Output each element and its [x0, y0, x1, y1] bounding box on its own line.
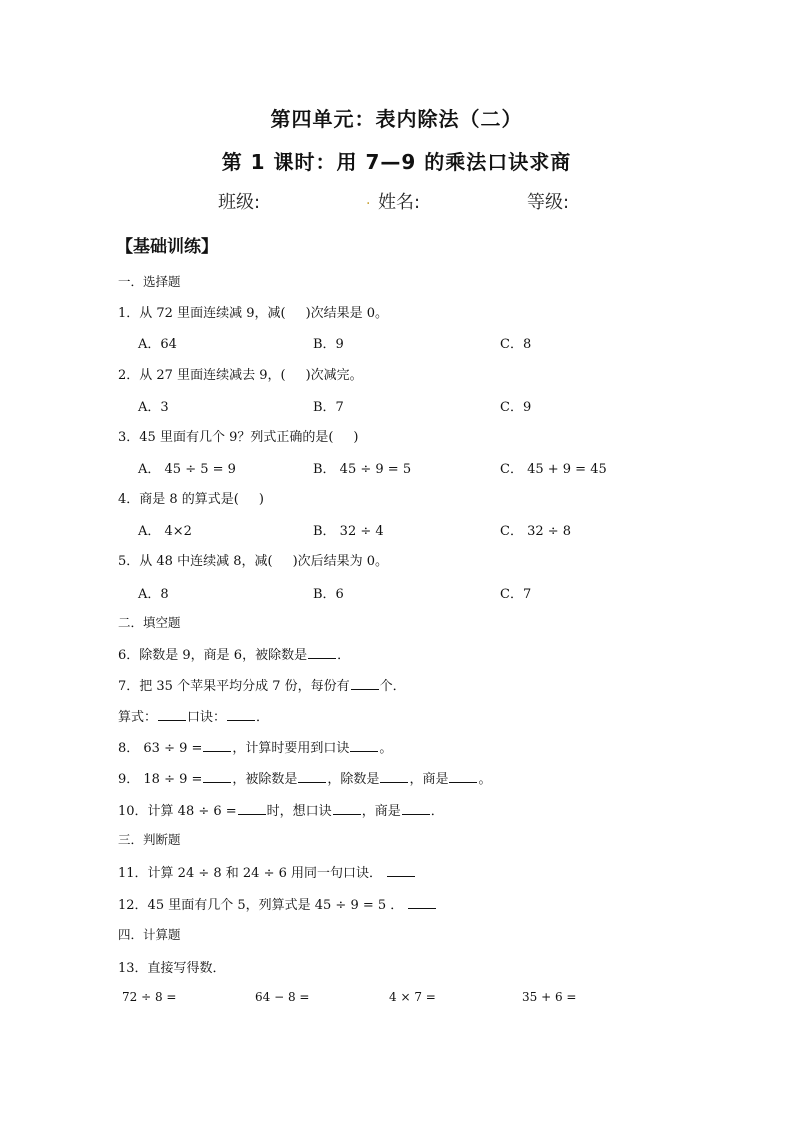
answer-blank[interactable] [227, 708, 255, 721]
question-text: )次减完。 [305, 368, 363, 383]
question-12 [118, 894, 437, 913]
question-text: 5．从 48 中连续减 8，减( [118, 554, 273, 569]
q2-option-c: C．9 [500, 400, 532, 415]
question-text: 。 [379, 741, 393, 756]
question-text: ，商是 [361, 804, 401, 819]
question-text: 12．45 里面有几个 5，列算式是 45 ÷ 9 = 5 ． [118, 898, 404, 913]
question-8 [118, 737, 392, 756]
question-text: ，计算时要用到口诀 [232, 741, 350, 756]
answer-blank[interactable] [408, 896, 436, 909]
grade-label: 等级: [527, 192, 570, 213]
part-heading-choice: 一．选择题 [118, 274, 181, 289]
question-text: 6．除数是 9，商是 6，被除数是 [118, 648, 308, 663]
question-1 [118, 302, 388, 321]
name-label: 姓名: [378, 192, 421, 213]
answer-blank[interactable] [298, 770, 326, 783]
q1-option-b: B．9 [313, 337, 344, 352]
answer-blank[interactable] [158, 708, 186, 721]
q4-option-b: B． 32 ÷ 4 [313, 524, 384, 539]
dot-mark: . [366, 192, 371, 208]
q4-option-a: A． 4×2 [138, 524, 192, 539]
question-text: )次后结果为 0。 [292, 554, 389, 569]
question-text: ，商是 [409, 772, 449, 787]
question-text: ，除数是 [327, 772, 380, 787]
calc-item-3: 4 × 7 = [389, 990, 436, 1004]
question-text: 3．45 里面有几个 9？列式正确的是( [118, 430, 334, 445]
q2-option-a: A．3 [138, 400, 169, 415]
q5-option-b: B．6 [313, 587, 344, 602]
question-text: ． [256, 710, 270, 725]
question-text: ． [337, 648, 351, 663]
question-13: 13．直接写得数． [118, 961, 226, 976]
class-label: 班级: [218, 192, 261, 213]
question-6 [118, 644, 350, 663]
unit-title: 第四单元：表内除法（二） [270, 107, 523, 131]
q5-option-a: A．8 [138, 587, 169, 602]
question-text: 10．计算 48 ÷ 6 = [118, 804, 237, 819]
answer-blank[interactable] [387, 864, 415, 877]
question-text: ) [258, 492, 264, 507]
calc-item-4: 35 + 6 = [522, 990, 577, 1004]
question-text: 个． [379, 679, 406, 694]
q4-option-c: C． 32 ÷ 8 [500, 524, 572, 539]
question-text: 时，想口诀 [266, 804, 332, 819]
question-text: 1．从 72 里面连续减 9，减( [118, 306, 286, 321]
question-4 [118, 488, 264, 507]
question-7 [118, 675, 406, 694]
section-heading: 【基础训练】 [116, 237, 218, 257]
answer-blank[interactable] [333, 802, 361, 815]
q1-option-a: A．64 [138, 337, 177, 352]
question-text: ． [430, 804, 444, 819]
question-text: )次结果是 0。 [305, 306, 389, 321]
question-text: 7．把 35 个苹果平均分成 7 份，每份有 [118, 679, 350, 694]
question-text: ，被除数是 [232, 772, 298, 787]
part-heading-judge: 三．判断题 [118, 832, 181, 847]
question-5 [118, 550, 388, 569]
q1-option-c: C．8 [500, 337, 532, 352]
question-text: 口诀： [187, 710, 227, 725]
question-9 [118, 768, 491, 787]
lesson-title: 第 1 课时：用 7—9 的乘法口诀求商 [221, 150, 572, 174]
answer-blank[interactable] [203, 739, 231, 752]
question-text: 4．商是 8 的算式是( [118, 492, 239, 507]
question-text: 8． 63 ÷ 9 = [118, 741, 203, 756]
student-info-row [0, 188, 793, 214]
answer-blank[interactable] [380, 770, 408, 783]
answer-blank[interactable] [238, 802, 266, 815]
q5-option-c: C．7 [500, 587, 532, 602]
question-2 [118, 364, 363, 383]
answer-blank[interactable] [350, 739, 378, 752]
question-text: 11．计算 24 ÷ 8 和 24 ÷ 6 用同一句口诀． [118, 866, 383, 881]
question-text: 2．从 27 里面连续减去 9，( [118, 368, 286, 383]
question-10 [118, 800, 444, 819]
part-heading-fill: 二．填空题 [118, 615, 181, 630]
q3-option-c: C． 45 + 9 = 45 [500, 462, 607, 477]
question-text: 算式： [118, 710, 158, 725]
answer-blank[interactable] [308, 646, 336, 659]
question-text: 。 [478, 772, 492, 787]
question-7-formula [118, 706, 269, 725]
question-text: ) [353, 430, 359, 445]
answer-blank[interactable] [351, 677, 379, 690]
question-text: 9． 18 ÷ 9 = [118, 772, 203, 787]
answer-blank[interactable] [449, 770, 477, 783]
question-3 [118, 426, 359, 445]
question-11 [118, 862, 416, 881]
q3-option-a: A． 45 ÷ 5 = 9 [138, 462, 236, 477]
answer-blank[interactable] [402, 802, 430, 815]
q2-option-b: B．7 [313, 400, 344, 415]
q3-option-b: B． 45 ÷ 9 = 5 [313, 462, 412, 477]
part-heading-calc: 四．计算题 [118, 927, 181, 942]
calc-item-1: 72 ÷ 8 = [122, 990, 177, 1004]
answer-blank[interactable] [203, 770, 231, 783]
calc-item-2: 64 − 8 = [255, 990, 310, 1004]
